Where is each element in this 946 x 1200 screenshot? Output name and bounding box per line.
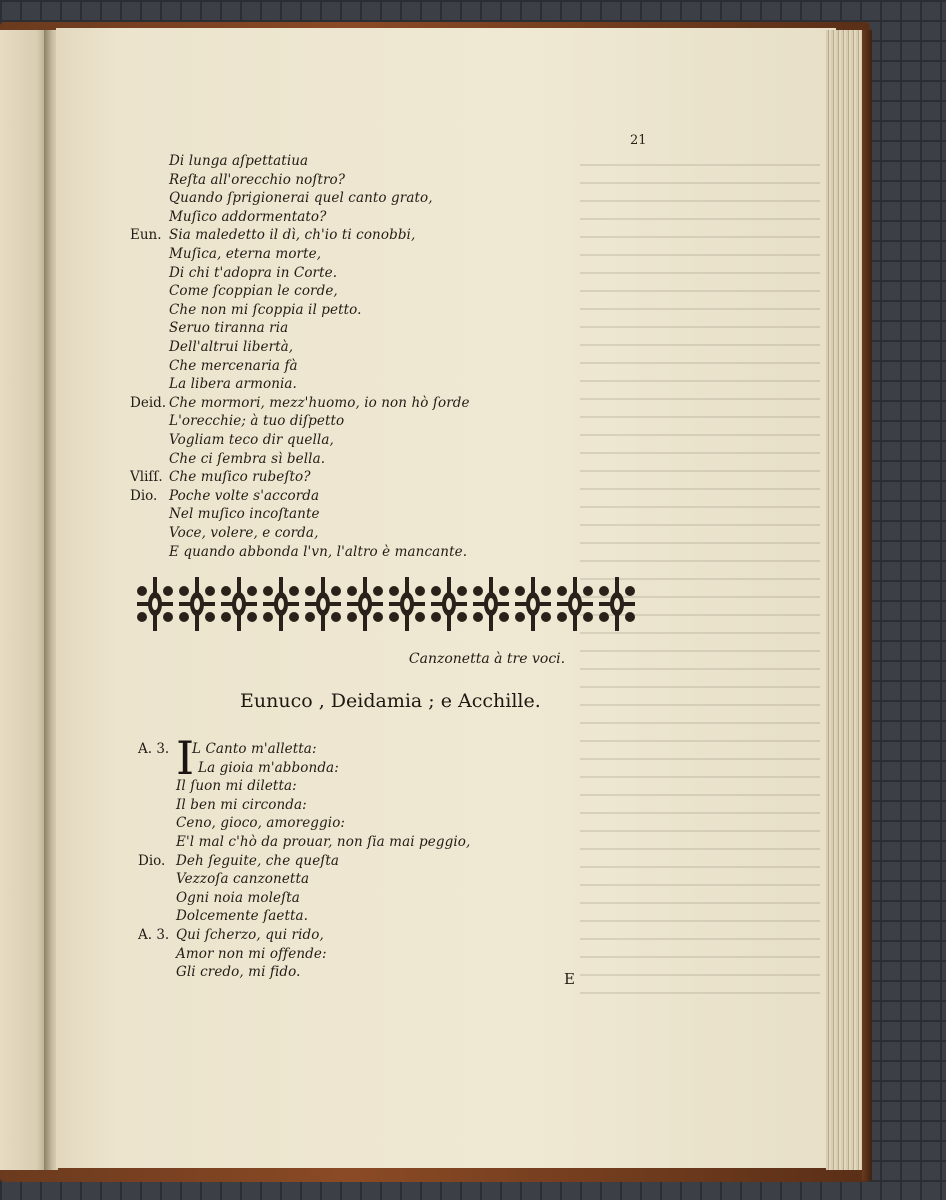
verse-line: Muſico addormentato? xyxy=(169,208,327,225)
fleuron-icon xyxy=(221,577,257,631)
verse-line: Reſta all'orecchio noſtro? xyxy=(169,171,346,188)
catchword: E xyxy=(564,970,575,988)
fleuron-icon xyxy=(179,577,215,631)
verse-line: E quando abbonda l'vn, l'altro è mancante. xyxy=(169,543,468,560)
drop-cap: I xyxy=(176,731,195,785)
cover-right-edge xyxy=(862,30,872,1180)
verse-line: Gli credo, mi fido. xyxy=(176,964,301,981)
verse-line: Muſica, eterna morte, xyxy=(169,246,322,262)
fleuron-icon xyxy=(473,577,509,631)
verse-line: Il ben mi circonda: xyxy=(176,796,307,813)
fleuron-icon xyxy=(347,577,383,631)
verse-line: La gioia m'abbonda: xyxy=(198,759,339,776)
fleuron-icon xyxy=(263,577,299,631)
page-number: 21 xyxy=(630,133,647,148)
speaker-label: Deid. xyxy=(130,394,167,411)
verse-line: Ceno, gioco, amoreggio: xyxy=(176,815,346,832)
verse-line: Che ci ſembra sì bella. xyxy=(169,450,326,467)
verse-line: L Canto m'alletta: xyxy=(192,741,317,757)
verse-line: L'orecchie; à tuo diſpetto xyxy=(169,413,345,430)
speaker-label: A. 3. xyxy=(138,927,170,943)
verse-line: Di chi t'adopra in Corte. xyxy=(169,264,338,281)
verse-line: Quando ſprigionerai quel canto grato, xyxy=(169,190,433,207)
section-title: Eunuco , Deidamia ; e Acchille. xyxy=(240,690,541,712)
verse-line: Che non mi ſcoppia il petto. xyxy=(169,301,362,318)
page-edges xyxy=(826,30,866,1170)
fleuron-icon xyxy=(305,577,341,631)
verse-line: Il ſuon mi diletta: xyxy=(176,778,297,795)
verse-line: Dell'altrui libertà, xyxy=(169,339,294,355)
verse-line: Dolcemente ſaetta. xyxy=(176,908,309,925)
verse-line: Seruo tiranna ria xyxy=(169,320,289,337)
verse-line: Vogliam teco dir quella, xyxy=(169,432,334,448)
fleuron-icon xyxy=(389,577,425,631)
printer-ornament-band xyxy=(134,573,638,635)
verse-line: Qui ſcherzo, qui rido, xyxy=(176,927,324,943)
verse-line: Che mormori, mezz'huomo, io non hò ſorde xyxy=(169,394,470,411)
verse-line: Sia maledetto il dì, ch'io ti conobbi, xyxy=(169,227,416,244)
verse-line: Nel muſico incoſtante xyxy=(169,506,320,523)
verse-line: Di lunga aſpettatiua xyxy=(169,153,309,169)
verse-line: Voce, volere, e corda, xyxy=(169,525,319,541)
speaker-label: Eun. xyxy=(130,227,162,244)
left-page-edge xyxy=(0,30,46,1170)
verse-line: Che mercenaria fà xyxy=(169,357,298,374)
verse-line: Amor non mi offende: xyxy=(176,945,327,962)
verse-line: Ogni noia moleſta xyxy=(176,889,300,906)
speaker-label: Dio. xyxy=(130,487,158,504)
section-subtitle: Canzonetta à tre voci. xyxy=(408,651,566,667)
verse-line: Deh ſeguite, che queſta xyxy=(176,852,340,869)
fleuron-icon xyxy=(137,577,173,631)
verse-line: Che muſico rubeſto? xyxy=(169,469,311,486)
fleuron-icon xyxy=(599,577,635,631)
verse-line: E'l mal c'hò da prouar, non ſia mai peggio, xyxy=(176,834,471,850)
verse-line: Come ſcoppian le corde, xyxy=(169,283,338,300)
verse-line: Vezzoſa canzonetta xyxy=(176,871,310,888)
fleuron-icon xyxy=(431,577,467,631)
speaker-label: A. 3. xyxy=(138,741,170,757)
fleuron-icon xyxy=(515,577,551,631)
speaker-label: Vliſſ. xyxy=(130,469,163,486)
verse-line: La libera armonia. xyxy=(169,376,297,393)
verse-line: Poche volte s'accorda xyxy=(169,487,320,504)
speaker-label: Dio. xyxy=(138,852,166,869)
fleuron-icon xyxy=(557,577,593,631)
